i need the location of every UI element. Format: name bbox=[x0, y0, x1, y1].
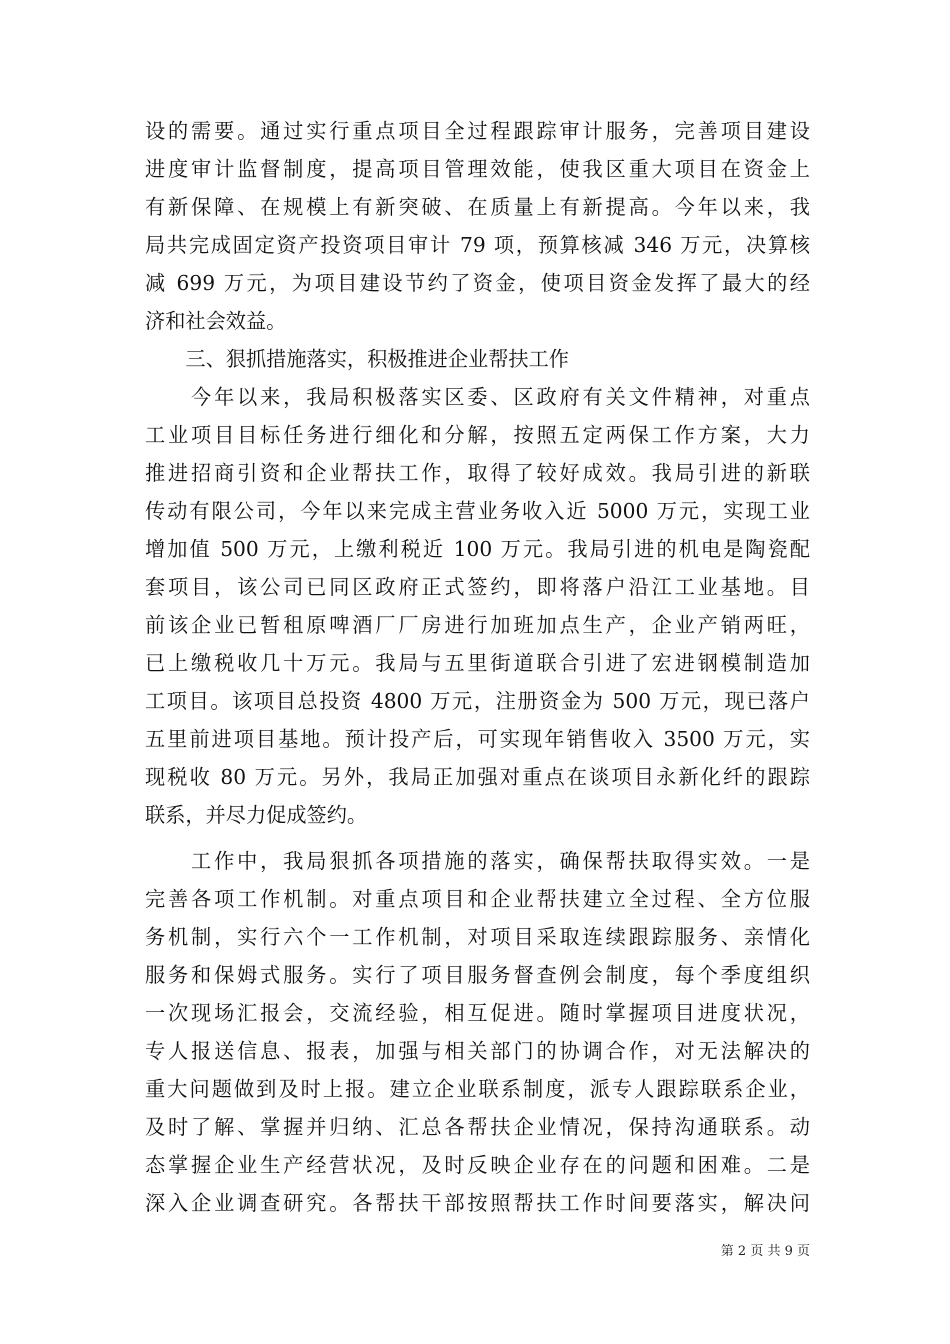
text-line-27: 及时了解、掌握并归纳、汇总各帮扶企业情况，保持沟通联系。动 bbox=[145, 1115, 810, 1139]
text-line-16: 工项目。该项目总投资 4800 万元，注册资金为 500 万元，现已落户 bbox=[145, 689, 810, 713]
text-line-18: 现税收 80 万元。另外，我局正加强对重点在谈项目永新化纤的跟踪 bbox=[145, 765, 810, 789]
page-number: 第 2 页 共 9 页 bbox=[720, 1244, 810, 1259]
text-line-28: 态掌握企业生产经营状况，及时反映企业存在的问题和困难。二是 bbox=[145, 1153, 810, 1177]
text-line-1: 设的需要。通过实行重点项目全过程跟踪审计服务，完善项目建设 bbox=[145, 119, 810, 143]
text-line-8: 今年以来，我局积极落实区委、区政府有关文件精神，对重点 bbox=[145, 385, 810, 409]
body-text bbox=[145, 112, 810, 1222]
text-line-17: 五里前进项目基地。预计投产后，可实现年销售收入 3500 万元，实 bbox=[145, 727, 810, 751]
text-line-2: 进度审计监督制度，提高项目管理效能，使我区重大项目在资金上 bbox=[145, 157, 810, 181]
text-line-29: 深入企业调查研究。各帮扶干部按照帮扶工作时间要落实，解决问 bbox=[145, 1191, 810, 1215]
text-line-11: 传动有限公司，今年以来完成主营业务收入近 5000 万元，实现工业 bbox=[145, 499, 810, 523]
text-line-19: 联系，并尽力促成签约。 bbox=[145, 803, 368, 827]
paragraph-gap bbox=[145, 834, 810, 842]
text-line-13: 套项目，该公司已同区政府正式签约，即将落户沿江工业基地。目 bbox=[145, 575, 810, 599]
text-line-25: 专人报送信息、报表，加强与相关部门的协调合作，对无法解决的 bbox=[145, 1039, 810, 1063]
text-line-9: 工业项目目标任务进行细化和分解，按照五定两保工作方案，大力 bbox=[145, 423, 810, 447]
text-line-24: 一次现场汇报会，交流经验，相互促进。随时掌握项目进度状况， bbox=[145, 1001, 810, 1025]
text-line-14: 前该企业已暂租原啤酒厂厂房进行加班加点生产，企业产销两旺， bbox=[145, 613, 810, 637]
text-line-22: 务机制，实行六个一工作机制，对项目采取连续跟踪服务、亲情化 bbox=[145, 925, 810, 949]
text-line-20: 工作中，我局狠抓各项措施的落实，确保帮扶取得实效。一是 bbox=[145, 849, 810, 873]
text-line-15: 已上缴税收几十万元。我局与五里街道联合引进了宏进钢模制造加 bbox=[145, 651, 810, 675]
text-line-5: 减 699 万元，为项目建设节约了资金，使项目资金发挥了最大的经 bbox=[145, 271, 810, 295]
text-line-26: 重大问题做到及时上报。建立企业联系制度，派专人跟踪联系企业， bbox=[145, 1077, 810, 1101]
text-line-3: 有新保障、在规模上有新突破、在质量上有新提高。今年以来，我 bbox=[145, 195, 810, 219]
text-line-12: 增加值 500 万元，上缴利税近 100 万元。我局引进的机电是陶瓷配 bbox=[145, 537, 810, 561]
section-heading: 三、狠抓措施落实，积极推进企业帮扶工作 bbox=[145, 347, 569, 371]
text-line-6: 济和社会效益。 bbox=[145, 309, 287, 333]
text-line-4: 局共完成固定资产投资项目审计 79 项，预算核减 346 万元，决算核 bbox=[145, 233, 810, 257]
text-line-10: 推进招商引资和企业帮扶工作，取得了较好成效。我局引进的新联 bbox=[145, 461, 810, 485]
text-line-21: 完善各项工作机制。对重点项目和企业帮扶建立全过程、全方位服 bbox=[145, 887, 810, 911]
text-line-23: 服务和保姆式服务。实行了项目服务督查例会制度，每个季度组织 bbox=[145, 963, 810, 987]
